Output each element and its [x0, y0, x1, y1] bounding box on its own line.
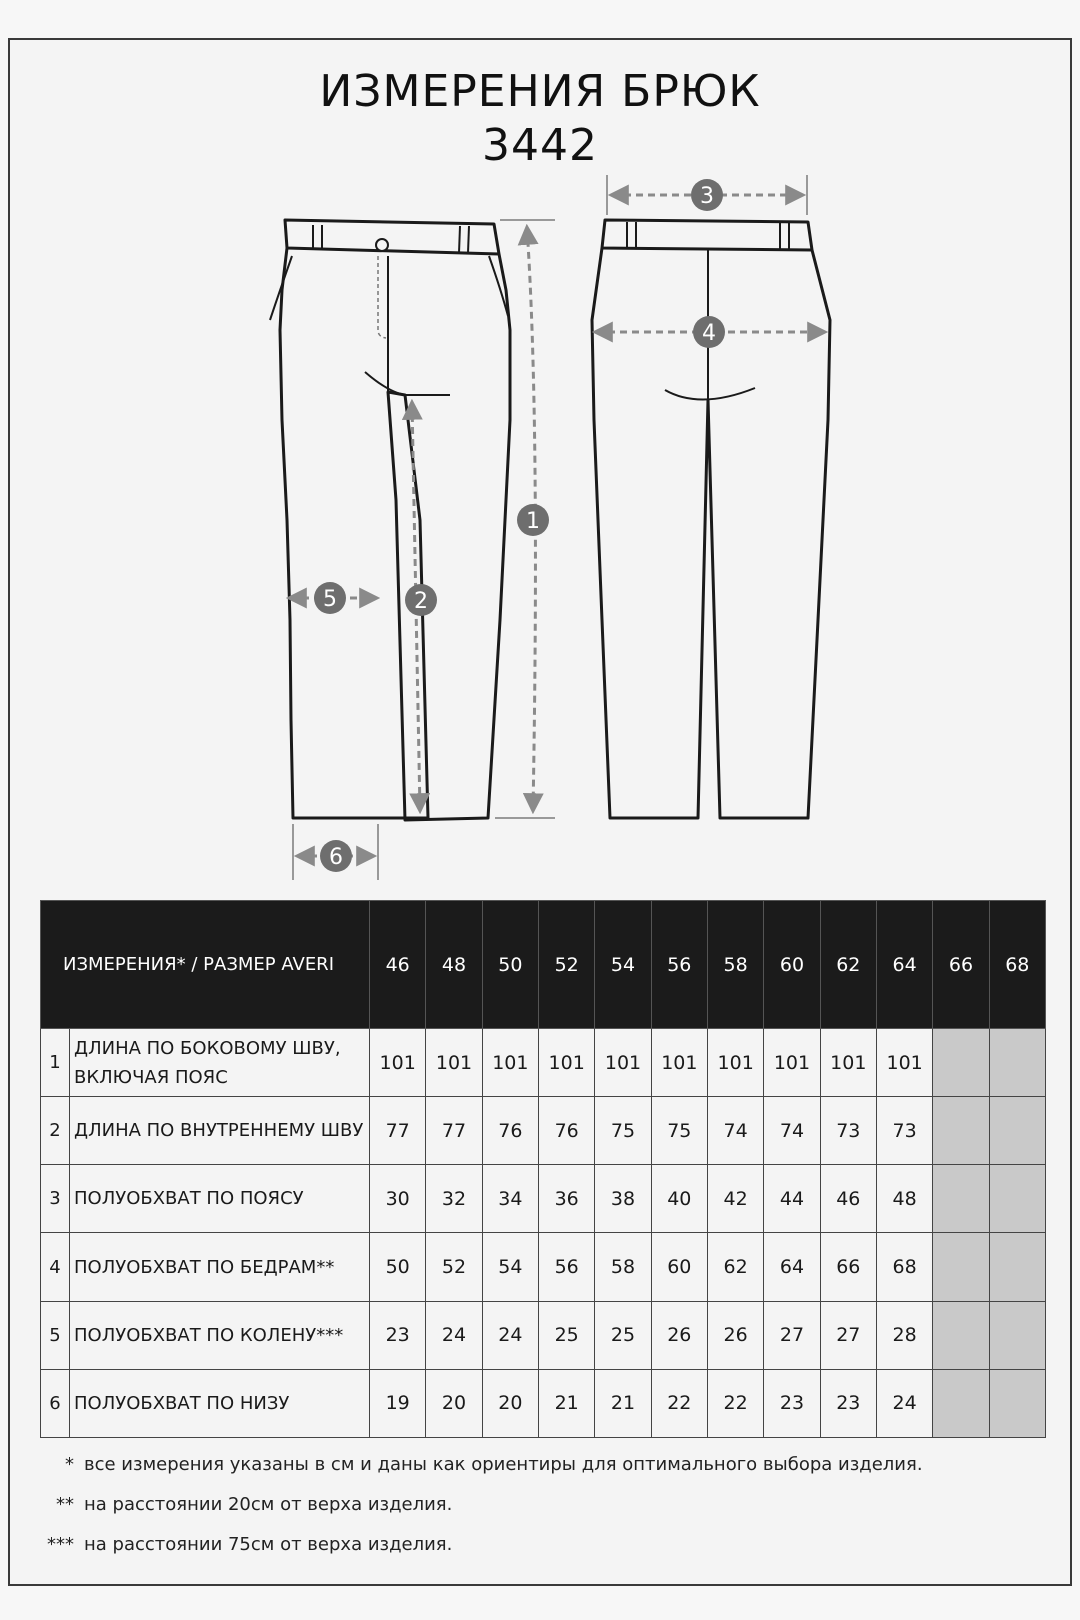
footnote-mark: * [65, 1454, 74, 1475]
measurement-value: 24 [426, 1301, 482, 1369]
measurement-value [989, 1233, 1045, 1301]
size-header-50: 50 [482, 901, 538, 1029]
measure-2-inseam [405, 403, 437, 810]
marker-6: 6 [329, 845, 343, 870]
measurement-value: 20 [426, 1369, 482, 1437]
measurement-name: ПОЛУОБХВАТ ПО ПОЯСУ [70, 1165, 370, 1233]
measurement-value: 54 [482, 1233, 538, 1301]
measurement-value: 48 [876, 1165, 932, 1233]
measurement-value: 60 [651, 1233, 707, 1301]
footnote-mark: ** [56, 1494, 74, 1515]
measurement-value: 38 [595, 1165, 651, 1233]
measure-6-hem [293, 824, 378, 880]
measurement-value: 101 [426, 1029, 482, 1097]
measurement-value: 58 [595, 1233, 651, 1301]
measurement-value: 52 [426, 1233, 482, 1301]
model-number: 3442 [482, 120, 598, 171]
measurement-value: 40 [651, 1165, 707, 1233]
measurement-value: 24 [876, 1369, 932, 1437]
footnote-text: на расстоянии 75см от верха изделия. [84, 1534, 453, 1555]
measurement-value: 23 [764, 1369, 820, 1437]
measurement-value: 21 [595, 1369, 651, 1437]
measurement-value: 36 [539, 1165, 595, 1233]
measurement-value [933, 1369, 989, 1437]
size-header-58: 58 [707, 901, 763, 1029]
marker-1: 1 [526, 509, 540, 534]
measurement-value: 25 [595, 1301, 651, 1369]
footnote [46, 1494, 452, 1515]
measurement-value [933, 1097, 989, 1165]
measurement-value: 25 [539, 1301, 595, 1369]
table-row [41, 1029, 1046, 1097]
size-table [40, 900, 1046, 1438]
marker-5: 5 [323, 587, 337, 612]
measurement-value: 73 [820, 1097, 876, 1165]
page-title: ИЗМЕРЕНИЯ БРЮК [319, 66, 761, 117]
row-number: 5 [41, 1301, 70, 1369]
measurement-value: 68 [876, 1233, 932, 1301]
measurement-value: 76 [482, 1097, 538, 1165]
measurement-value: 101 [539, 1029, 595, 1097]
measurement-value [933, 1165, 989, 1233]
measurement-value: 44 [764, 1165, 820, 1233]
size-header-56: 56 [651, 901, 707, 1029]
measurement-value [989, 1165, 1045, 1233]
measurement-value: 101 [820, 1029, 876, 1097]
back-view-trousers [592, 220, 830, 818]
measurement-value: 26 [707, 1301, 763, 1369]
footnote [60, 1454, 923, 1475]
size-header-68: 68 [989, 901, 1045, 1029]
measure-4-hips [596, 316, 824, 348]
table-header-row [41, 901, 1046, 1029]
measurement-value [933, 1029, 989, 1097]
measurement-value: 101 [707, 1029, 763, 1097]
marker-3: 3 [700, 184, 714, 209]
row-number: 1 [41, 1029, 70, 1097]
size-header-62: 62 [820, 901, 876, 1029]
row-number: 3 [41, 1165, 70, 1233]
marker-2: 2 [414, 589, 428, 614]
measurement-value: 76 [539, 1097, 595, 1165]
measurement-value: 75 [595, 1097, 651, 1165]
measurement-value: 46 [820, 1165, 876, 1233]
measure-5-knee [290, 582, 376, 614]
row-number: 2 [41, 1097, 70, 1165]
footnote-mark: *** [47, 1534, 74, 1555]
measurement-name: ПОЛУОБХВАТ ПО БЕДРАМ** [70, 1233, 370, 1301]
measurement-name: ДЛИНА ПО БОКОВОМУ ШВУ, ВКЛЮЧАЯ ПОЯС [70, 1029, 370, 1097]
marker-4: 4 [702, 321, 716, 346]
measurement-value: 74 [707, 1097, 763, 1165]
footnote-text: на расстоянии 20см от верха изделия. [84, 1494, 453, 1515]
measurement-value: 27 [820, 1301, 876, 1369]
measurement-value: 22 [651, 1369, 707, 1437]
table-row [41, 1369, 1046, 1437]
table-row [41, 1233, 1046, 1301]
measurement-value: 24 [482, 1301, 538, 1369]
measurement-value: 101 [482, 1029, 538, 1097]
measurement-value: 75 [651, 1097, 707, 1165]
measurement-value [989, 1097, 1045, 1165]
size-header-54: 54 [595, 901, 651, 1029]
measurement-name: ПОЛУОБХВАТ ПО КОЛЕНУ*** [70, 1301, 370, 1369]
measurement-value: 27 [764, 1301, 820, 1369]
button-icon [376, 239, 388, 251]
row-number: 4 [41, 1233, 70, 1301]
measurement-value [933, 1233, 989, 1301]
measurement-value: 73 [876, 1097, 932, 1165]
size-header-46: 46 [370, 901, 426, 1029]
measurement-value [989, 1369, 1045, 1437]
table-row [41, 1165, 1046, 1233]
measurement-value: 22 [707, 1369, 763, 1437]
measurement-value: 23 [820, 1369, 876, 1437]
table-row [41, 1301, 1046, 1369]
size-header-48: 48 [426, 901, 482, 1029]
measurement-value [933, 1301, 989, 1369]
measurement-value [989, 1029, 1045, 1097]
measurement-value: 101 [764, 1029, 820, 1097]
measurement-value: 23 [370, 1301, 426, 1369]
row-number: 6 [41, 1369, 70, 1437]
measurement-value: 30 [370, 1165, 426, 1233]
measurement-value: 66 [820, 1233, 876, 1301]
measurement-name: ПОЛУОБХВАТ ПО НИЗУ [70, 1369, 370, 1437]
measurement-value: 101 [651, 1029, 707, 1097]
front-view-trousers [270, 220, 510, 820]
size-header-66: 66 [933, 901, 989, 1029]
measurement-value: 19 [370, 1369, 426, 1437]
header-label: ИЗМЕРЕНИЯ* / РАЗМЕР AVERI [41, 901, 370, 1029]
measurement-value: 64 [764, 1233, 820, 1301]
measurement-name: ДЛИНА ПО ВНУТРЕННЕМУ ШВУ [70, 1097, 370, 1165]
measurement-value: 101 [876, 1029, 932, 1097]
measurement-value: 101 [370, 1029, 426, 1097]
table-row [41, 1097, 1046, 1165]
measurement-value: 74 [764, 1097, 820, 1165]
measurement-value: 32 [426, 1165, 482, 1233]
measurement-value: 56 [539, 1233, 595, 1301]
measurement-value: 50 [370, 1233, 426, 1301]
footnote-text: все измерения указаны в см и даны как ориентиры для оптимального выбора изделия. [84, 1454, 923, 1475]
measurement-value: 20 [482, 1369, 538, 1437]
measurement-value: 26 [651, 1301, 707, 1369]
size-header-64: 64 [876, 901, 932, 1029]
size-header-52: 52 [539, 901, 595, 1029]
measurement-value: 77 [426, 1097, 482, 1165]
measurement-value: 42 [707, 1165, 763, 1233]
measurement-value: 62 [707, 1233, 763, 1301]
measurement-value: 101 [595, 1029, 651, 1097]
measurement-value: 28 [876, 1301, 932, 1369]
measurement-value: 34 [482, 1165, 538, 1233]
measurement-value: 21 [539, 1369, 595, 1437]
size-header-60: 60 [764, 901, 820, 1029]
measure-3-waist [607, 175, 807, 215]
measurement-value: 77 [370, 1097, 426, 1165]
measurement-value [989, 1301, 1045, 1369]
footnote [32, 1534, 452, 1555]
